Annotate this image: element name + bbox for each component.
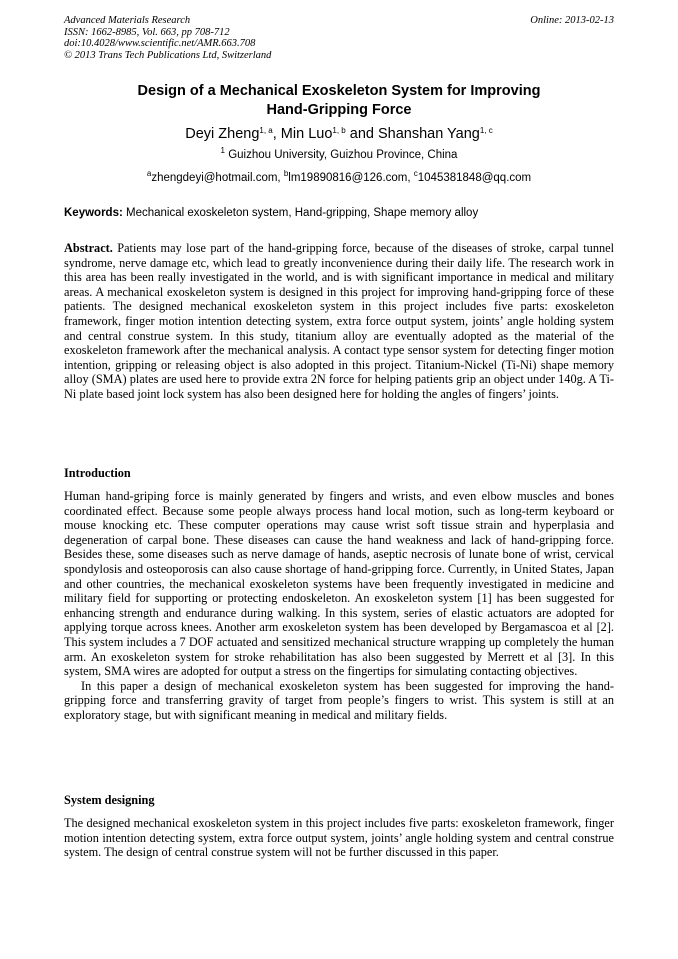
keywords [64, 206, 614, 220]
copyright-line: © 2013 Trans Tech Publications Ltd, Switzerland [64, 49, 272, 61]
email-a: zhengdeyi@hotmail.com, [151, 172, 284, 184]
journal-header [64, 15, 271, 61]
introduction-body [64, 489, 614, 723]
affiliation [64, 148, 614, 162]
author-separator: , [272, 126, 281, 142]
title-line-2: Hand-Gripping Force [266, 101, 412, 118]
paragraph: The designed mechanical exoskeleton system in this project includes five parts: exoskeleton framework, finger motion intention detecting system, extra force output system, joints’ angle holding system and central construe system. The design of central construe system will not be further discussed in this paper. [64, 816, 614, 860]
author-separator: and [345, 126, 378, 142]
paper-title [64, 82, 614, 119]
email-mark: b [283, 169, 289, 178]
section-heading-system-designing: System designing [64, 793, 155, 807]
online-date: Online: 2013-02-13 [530, 15, 614, 26]
abstract-label: Abstract. [64, 241, 113, 255]
author-list [64, 125, 614, 143]
author-name: Deyi Zheng [185, 126, 260, 142]
abstract [64, 241, 614, 402]
affiliation-mark: 1 [220, 146, 225, 155]
keywords-text: Mechanical exoskeleton system, Hand-gripping, Shape memory alloy [126, 207, 479, 219]
author-name: Min Luo [280, 126, 333, 142]
paragraph: In this paper a design of mechanical exoskeleton system has been suggested for improving the hand-gripping force and transferring gravity of target from people’s fingers to wrist. This system is still at an exploratory stage, but with significant meaning in medical and military fields. [64, 678, 614, 722]
keywords-label: Keywords: [64, 207, 123, 219]
title-line-1: Design of a Mechanical Exoskeleton System for Improving [137, 83, 541, 99]
email-mark: c [413, 169, 418, 178]
email-b: lm19890816@126.com, [288, 172, 414, 184]
affiliation-text: Guizhou University, Guizhou Province, China [228, 149, 458, 161]
abstract-text: Patients may lose part of the hand-gripping force, because of the diseases of stroke, carpal tunnel syndrome, nerve damage etc, which lead to greatly inconvenience during their daily life. The research work in this area has been really investigated in the world, and is with significant importance in medical and military areas. A mechanical exoskeleton system is designed in this project for improving hand-gripping force of these patients. The designed mechanical exoskeleton system in this project includes five parts: exoskeleton framework, finger motion intention detecting system, extra force output system, joints’ angle holding system and central construe system. In this study, titanium alloy are eventually adopted as the material of the exoskeleton framework after the mechanical analysis. A contact type sensor system for detecting finger motion intention, gripping or releasing object is also adopted in this project. Titanium-Nickel (Ti-Ni) shape memory alloy (SMA) plates are used here to provide extra 2N force for helping patients grip an object under 140g. A Ti-Ni plate based joint lock system has also been designed here for holding the angles of fingers’ joints. [64, 241, 614, 401]
author-name: Shanshan Yang [377, 126, 480, 142]
author-affil-mark: 1, b [332, 126, 346, 135]
author-emails [64, 171, 614, 185]
author-affil-mark: 1, c [479, 126, 493, 135]
author-affil-mark: 1, a [259, 126, 273, 135]
doi-line: doi:10.4028/www.scientific.net/AMR.663.708 [64, 38, 256, 50]
email-c: 1045381848@qq.com [417, 172, 532, 184]
email-mark: a [146, 169, 152, 178]
paragraph: Human hand-griping force is mainly generated by fingers and wrists, and even elbow muscles and bones coordinated effect. Because some people always process hand local motion, such as long-term keyboard or mouse knocking etc. These computer operations may cause wrist soft tissue strain and hyperplasia and degeneration of carpal bone. These diseases can cause the hand weakness and lack of hand-gripping force. Besides these, some diseases such as nerve damage of hands, aseptic necrosis of lunate bone of wrist, cervical spondylosis and osteoporosis can also cause shortage of hand-gripping force. Currently, in United States, Japan and other countries, the mechanical exoskeleton systems have been frequently investigated in medicine and military field for supporting or protecting endoskeleton. An exoskeleton system [1] has been suggested for enhancing strength and endurance during walking. In this system, series of elastic actuators are adopted for applying torque across knees. Another arm exoskeleton system has been developed by Bergamascoa et al [2]. This system includes a 7 DOF actuated and sensitized mechanical structure wrapping up completely the human arm. An exoskeleton system for stroke rehabilitation has also been suggested by Merrett et al [3]. In this system, SMA wires are adopted for output a stress on the fingertips for simulating contacting objectives. [64, 489, 614, 679]
section-heading-introduction: Introduction [64, 466, 131, 480]
journal-name: Advanced Materials Research [64, 15, 191, 26]
issn-line: ISSN: 1662-8985, Vol. 663, pp 708-712 [64, 26, 230, 38]
